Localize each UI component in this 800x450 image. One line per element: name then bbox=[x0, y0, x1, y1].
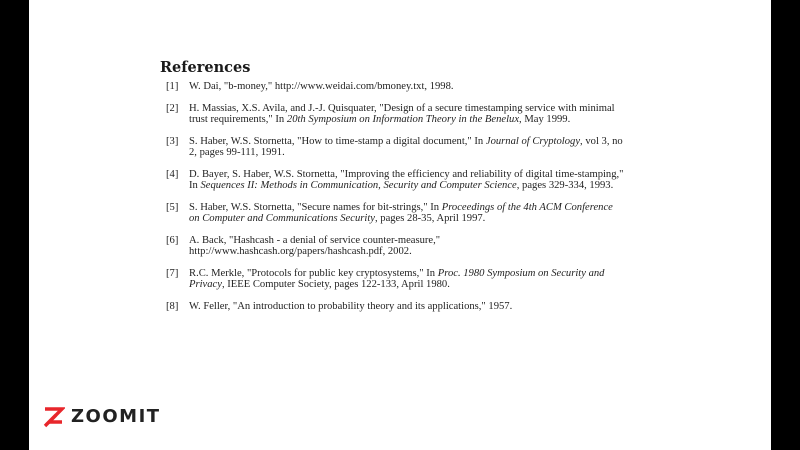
reference-text: , IEEE Computer Society, pages 122-133, April 1980. bbox=[221, 279, 450, 290]
document-page bbox=[29, 0, 771, 450]
reference-item bbox=[166, 235, 636, 258]
reference-line bbox=[189, 147, 636, 159]
reference-item bbox=[166, 169, 636, 192]
reference-number: [4] bbox=[166, 168, 179, 180]
reference-venue-text: Proceedings of the 4th ACM Conference bbox=[441, 201, 613, 213]
reference-item bbox=[166, 103, 636, 126]
reference-text: A. Back, "Hashcash - a denial of service counter-measure," bbox=[189, 234, 441, 246]
reference-venue-text: Sequences II: Methods in Communication, Security and Computer Science bbox=[200, 180, 517, 191]
reference-text: In bbox=[189, 180, 201, 191]
reference-line bbox=[189, 213, 636, 225]
reference-line bbox=[189, 136, 636, 148]
reference-text: W. Dai, "b-money," http://www.weidai.com/bmoney.txt, 1998. bbox=[189, 81, 454, 92]
references-list bbox=[166, 81, 636, 322]
reference-text: trust requirements," In bbox=[189, 114, 287, 125]
reference-venue-text: Journal of Cryptology bbox=[485, 135, 581, 147]
reference-line bbox=[189, 279, 636, 291]
reference-venue-text: Privacy bbox=[189, 279, 222, 290]
reference-item bbox=[166, 81, 636, 93]
reference-text: H. Massias, X.S. Avila, and J.-J. Quisquater, "Design of a secure timestamping service with minimal bbox=[189, 102, 615, 114]
reference-line bbox=[189, 169, 636, 181]
reference-line bbox=[189, 81, 636, 93]
reference-number: [6] bbox=[166, 234, 179, 246]
reference-line bbox=[189, 103, 636, 115]
reference-venue-text: on Computer and Communications Security bbox=[189, 213, 375, 224]
zoomit-logo-icon bbox=[43, 406, 65, 428]
reference-line bbox=[189, 301, 636, 313]
reference-venue-text: 20th Symposium on Information Theory in the Benelux bbox=[286, 114, 520, 125]
reference-text: , vol 3, no bbox=[580, 135, 623, 147]
reference-text: , pages 329-334, 1993. bbox=[516, 180, 614, 191]
reference-number: [1] bbox=[166, 81, 179, 92]
reference-text: S. Haber, W.S. Stornetta, "Secure names for bit-strings," In bbox=[189, 201, 442, 213]
zoomit-watermark bbox=[43, 406, 161, 428]
reference-text: W. Feller, "An introduction to probability theory and its applications," 1957. bbox=[189, 300, 513, 312]
reference-line bbox=[189, 180, 636, 192]
reference-venue-text: Proc. 1980 Symposium on Security and bbox=[437, 267, 605, 279]
reference-line bbox=[189, 235, 636, 247]
reference-text: , May 1999. bbox=[519, 114, 571, 125]
reference-number: [8] bbox=[166, 300, 179, 312]
reference-line bbox=[189, 114, 636, 126]
reference-text: R.C. Merkle, "Protocols for public key cryptosystems," In bbox=[189, 267, 438, 279]
reference-item bbox=[166, 136, 636, 159]
watermark-text: ZOOMIT bbox=[71, 406, 161, 427]
reference-text: http://www.hashcash.org/papers/hashcash.pdf, 2002. bbox=[189, 246, 412, 257]
reference-text: , pages 28-35, April 1997. bbox=[374, 213, 486, 224]
reference-number: [7] bbox=[166, 267, 179, 279]
reference-item bbox=[166, 301, 636, 313]
reference-line bbox=[189, 268, 636, 280]
reference-item bbox=[166, 268, 636, 291]
reference-number: [5] bbox=[166, 201, 179, 213]
references-heading: References bbox=[160, 59, 251, 76]
reference-text: 2, pages 99-111, 1991. bbox=[189, 147, 285, 158]
reference-text: S. Haber, W.S. Stornetta, "How to time-stamp a digital document," In bbox=[189, 135, 486, 147]
reference-number: [2] bbox=[166, 102, 179, 114]
reference-number: [3] bbox=[166, 135, 179, 147]
reference-item bbox=[166, 202, 636, 225]
reference-line bbox=[189, 202, 636, 214]
reference-text: D. Bayer, S. Haber, W.S. Stornetta, "Improving the efficiency and reliability of digital time-stamping," bbox=[189, 168, 624, 180]
reference-line bbox=[189, 246, 636, 258]
